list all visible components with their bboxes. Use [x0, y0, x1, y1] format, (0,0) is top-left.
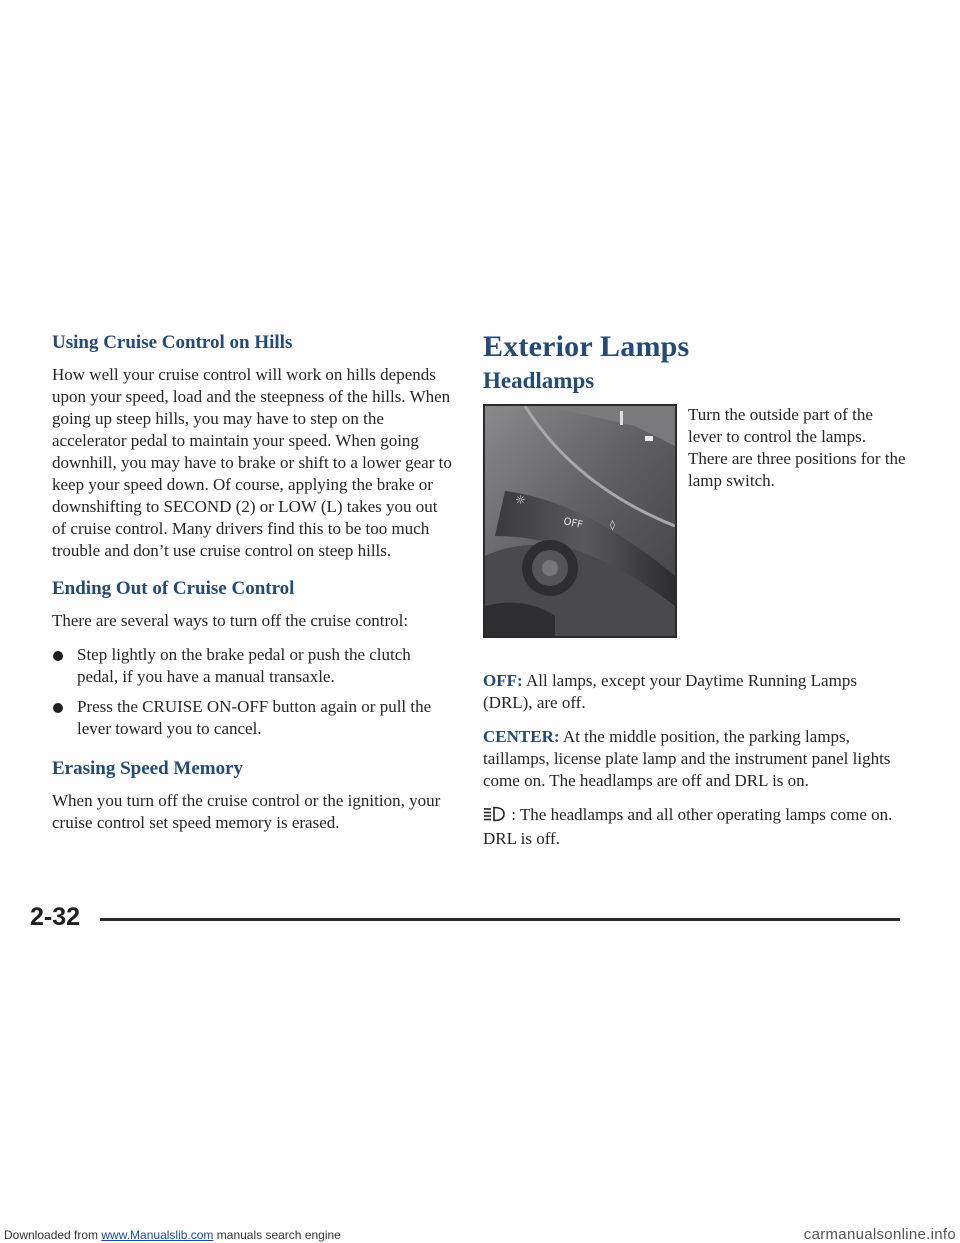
list-item: Press the CRUISE ON-OFF button again or pull the lever toward you to cancel.: [52, 696, 452, 740]
headlamp-description: [483, 804, 903, 850]
center-description: [483, 726, 903, 792]
erasing-heading: Erasing Speed Memory: [52, 758, 244, 779]
bullet-icon: [53, 703, 63, 713]
svg-text:◊: ◊: [610, 520, 615, 531]
hills-paragraph: How well your cruise control will work on hills depends upon your speed, load and the steepness of the hills. When going up steep hills, you may have to step on the accelerator pedal to maintain your speed. When going downhill, you may have to brake or shift to a lower gear to keep your speed down. Of course, applying the brake or downshifting to SECOND (2) or LOW (L) takes you out of cruise control. Many drivers find this to be too much trouble and don’t use cruise control on steep hills.: [52, 365, 452, 560]
ending-heading: Ending Out of Cruise Control: [52, 578, 295, 599]
list-item: Step lightly on the brake pedal or push the clutch pedal, if you have a manual transaxle.: [52, 644, 452, 688]
manualslib-link[interactable]: www.Manualslib.com: [101, 1228, 214, 1242]
right-column: [483, 330, 906, 862]
download-credit: Downloaded from www.Manualslib.com manuals search engine: [4, 1228, 341, 1242]
headlamp-icon: [483, 806, 505, 828]
lamp-lever-illustration: [485, 406, 675, 636]
off-position-label: OFF: [562, 516, 584, 531]
watermark-text: carmanualsonline.info: [803, 1226, 956, 1243]
headlamp-figure: [483, 404, 906, 648]
erasing-paragraph: When you turn off the cruise control or the ignition, your cruise control set speed memory is erased.: [52, 791, 441, 832]
ending-intro: There are several ways to turn off the cruise control:: [52, 611, 409, 630]
figure-caption: Turn the outside part of the lever to control the lamps. There are three positions for the lamp switch.: [688, 405, 906, 490]
ending-bullet-list: [52, 644, 452, 740]
off-term: OFF:: [483, 671, 523, 690]
off-description: [483, 670, 903, 714]
section-title: Exterior Lamps: [483, 330, 690, 363]
left-column: [52, 332, 452, 850]
lamp-lever-photo: [483, 404, 677, 638]
hills-heading: Using Cruise Control on Hills: [52, 332, 293, 353]
footer-divider: [100, 918, 900, 921]
bullet-icon: [53, 651, 63, 661]
page-number: 2-32: [30, 903, 81, 931]
center-text: At the middle position, the parking lamps, taillamps, license plate lamp and the instrument panel lights come on. The headlamps are off and DRL is on.: [483, 727, 891, 790]
svg-text:☼: ☼: [515, 493, 526, 507]
center-term: CENTER:: [483, 727, 560, 746]
off-text: All lamps, except your Daytime Running Lamps (DRL), are off.: [483, 671, 857, 712]
subsection-title: Headlamps: [483, 368, 595, 393]
headlamp-text: : The headlamps and all other operating lamps come on. DRL is off.: [483, 805, 893, 848]
